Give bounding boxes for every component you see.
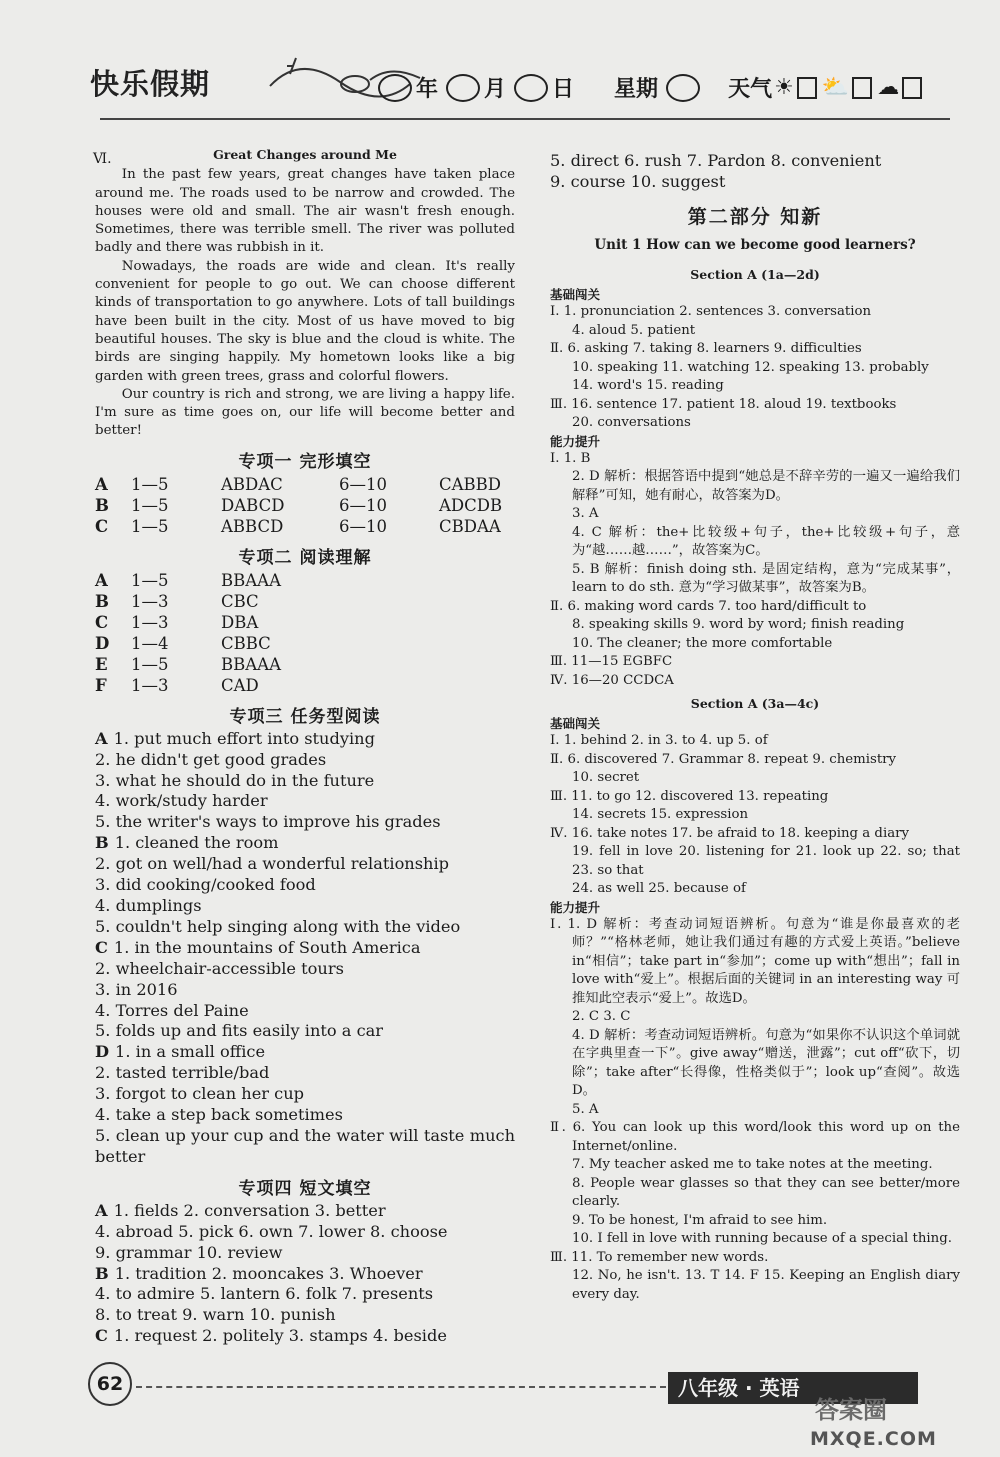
list-item: 3. did cooking/cooked food (95, 875, 316, 895)
list-item: C 1. request 2. politely 3. stamps 4. beside (95, 1326, 447, 1346)
list-item: D 1. in a small office (95, 1042, 266, 1062)
list-item: 4. C 解析：the+比较级+句子，the+比较级+句子，意为“越……越……”，故答案为C。 (572, 524, 960, 558)
weather-label: 天气 (728, 77, 773, 102)
list-item: 2. wheelchair-accessible tours (95, 958, 344, 978)
section-4-title: 专项四 短文填空 (238, 1178, 372, 1199)
footer-divider (136, 1386, 666, 1388)
list-item: Ⅲ. 11. To remember new words. (550, 1249, 769, 1265)
list-item: Ⅲ. 11—15 EGBFC (550, 654, 673, 669)
list-item: 9. To be honest, I'm afraid to see him. (572, 1212, 828, 1228)
list-item: 10. I fell in love with running because of a special thing. (572, 1231, 952, 1246)
table-row: C 1—3 DBA (95, 612, 259, 632)
basic-heading: 基础闯关 (550, 287, 601, 302)
list-item: 3. in 2016 (95, 979, 178, 999)
list-item: 3. A (572, 506, 599, 521)
list-item: Ⅰ. 1. B (550, 450, 591, 466)
year-circle[interactable] (378, 74, 412, 102)
list-item: 24. as well 25. because of (572, 881, 746, 896)
essay-paragraph-3: Our country is rich and strong, we are living a happy life. I'm sure as time goes on, our life will become better and better! (95, 386, 515, 439)
list-item: Ⅱ. 6. You can look up this word/look this word up on the Internet/online. (550, 1120, 960, 1154)
list-item: Ⅰ. 1. D 解析：考查动词短语辨析。句意为“谁是你最喜欢的老师？”“格林老师，她让我们通过有趣的方式爱上英语。”believe in“相信”；take part in“参加”；come up with“想出”；fall in love with“爱上”。根据后面的关键词 in an interesting way 可推知此空表示“爱上”。故选D。 (550, 916, 960, 1006)
list-item: 5. A (572, 1101, 599, 1117)
list-item: Ⅱ. 6. asking 7. taking 8. learners 9. difficulties (550, 341, 862, 356)
ability-heading: 能力提升 (550, 433, 601, 449)
grade-subject-label: 八年级 · 英语 (668, 1372, 918, 1404)
list-item: 10. secret (572, 770, 640, 785)
table-row: F 1—3 CAD (95, 675, 259, 695)
essay-paragraph-2: Nowadays, the roads are wide and clean. It's really convenient for people to go out. We can choose different kinds of transportation to go anywhere. Lots of tall buildings have been built in the city. Most of us have moved to big beautiful houses. The sky is blue and the cloud is white. The birds are singing happily. My hometown looks like a big garden with green trees, grass and colorful flowers. (95, 258, 515, 384)
essay-paragraph-1: In the past few years, great changes have taken place around me. The roads used to be narrow and crowded. The houses were old and small. The air wasn't fresh enough. Sometimes, there was terrible smell. The river was polluted badly and there was rubbish in it. (95, 167, 515, 256)
table-row: A 1—5 ABDAC 6—10 CABBD (95, 474, 502, 494)
sun-icon: ☀ (774, 75, 794, 100)
table-row: D 1—4 CBBC (95, 633, 271, 653)
list-item: 5. direct 6. rush 7. Pardon 8. convenient (550, 151, 882, 170)
list-item: 8. speaking skills 9. word by word; finish reading (572, 617, 905, 632)
section-a1-title: Section A (1a—2d) (690, 267, 820, 282)
list-item: 4. Torres del Paine (95, 1000, 249, 1020)
list-item: Ⅱ. 6. making word cards 7. too hard/difficult to (550, 598, 867, 614)
month-label: 月 (484, 77, 507, 102)
list-item: A 1. put much effort into studying (95, 728, 375, 748)
weather-box-rain[interactable] (902, 77, 922, 99)
unit-title: Unit 1 How can we become good learners? (594, 237, 916, 253)
table-row: A 1—5 BBAAA (95, 570, 281, 590)
list-item: 4. to admire 5. lantern 6. folk 7. presents (95, 1284, 434, 1304)
list-item: 2. D 解析：根据答语中提到“她总是不辞辛劳的一遍又一遍给我们解释”可知，她有耐心，故答案为D。 (572, 469, 960, 503)
list-item: 5. couldn't help singing along with the video (95, 916, 461, 936)
weather-box-cloud[interactable] (852, 77, 872, 99)
table-row: B 1—3 CBC (95, 591, 259, 611)
watermark-site: MXQE.COM (810, 1428, 937, 1450)
list-item: B 1. cleaned the room (95, 833, 279, 853)
list-item: 10. speaking 11. watching 12. speaking 13. probably (572, 359, 929, 375)
watermark-logo: 答案圈 (815, 1396, 887, 1424)
weekday-label: 星期 (614, 77, 659, 102)
list-item: 2. C 3. C (572, 1009, 631, 1024)
section-2-title: 专项二 阅读理解 (238, 547, 372, 568)
section-a2-title: Section A (3a—4c) (690, 696, 820, 711)
list-item: Ⅰ. 1. pronunciation 2. sentences 3. conversation (550, 304, 872, 319)
list-item: 5. the writer's ways to improve his grades (95, 812, 441, 832)
month-circle[interactable] (446, 74, 480, 102)
rain-icon: ☁ (877, 75, 900, 100)
list-item: 20. conversations (572, 415, 691, 430)
list-item: 2. got on well/had a wonderful relationship (95, 854, 450, 874)
essay-title: Great Changes around Me (213, 147, 397, 162)
part-title: 第二部分 知新 (687, 206, 823, 228)
list-item: B 1. tradition 2. mooncakes 3. Whoever (95, 1263, 423, 1283)
list-item: 19. fell in love 20. listening for 21. look up 22. so; that 23. so that (572, 844, 960, 878)
day-label: 日 (552, 77, 575, 102)
list-item: 9. grammar 10. review (95, 1242, 283, 1262)
year-label: 年 (416, 77, 439, 102)
table-row: B 1—5 DABCD 6—10 ADCDB (95, 495, 503, 515)
list-item: Ⅰ. 1. behind 2. in 3. to 4. up 5. of (550, 733, 768, 748)
list-item: 14. word's 15. reading (572, 378, 724, 393)
list-item: 4. abroad 5. pick 6. own 7. lower 8. choose (95, 1221, 448, 1241)
list-item: 4. aloud 5. patient (572, 322, 696, 338)
list-item: 10. The cleaner; the more comfortable (572, 635, 833, 651)
header-divider (100, 118, 950, 120)
left-column (95, 146, 515, 1347)
weekday-circle[interactable] (666, 74, 700, 102)
list-item: 7. My teacher asked me to take notes at the meeting. (572, 1157, 933, 1172)
list-item: 9. course 10. suggest (550, 172, 726, 191)
table-row: C 1—5 ABBCD 6—10 CBDAA (95, 516, 501, 536)
list-item: Ⅲ. 11. to go 12. discovered 13. repeating (550, 788, 829, 804)
right-column (550, 150, 960, 1304)
day-circle[interactable] (514, 74, 548, 102)
list-item: 2. tasted terrible/bad (95, 1063, 270, 1083)
cloud-sun-icon: ⛅ (821, 75, 850, 100)
section-4-list (95, 1201, 515, 1347)
list-item: Ⅳ. 16. take notes 17. be afraid to 18. keeping a diary (550, 825, 909, 841)
list-item: Ⅱ. 6. discovered 7. Grammar 8. repeat 9. chemistry (550, 751, 897, 767)
section-3-list (95, 729, 515, 1168)
list-item: 14. secrets 15. expression (572, 807, 749, 822)
list-item: 4. take a step back sometimes (95, 1105, 343, 1125)
section-3-title: 专项三 任务型阅读 (229, 706, 381, 727)
section-1-title: 专项一 完形填空 (238, 451, 372, 472)
essay-block (95, 146, 515, 441)
list-item: Ⅳ. 16—20 CCDCA (550, 672, 674, 688)
logo-title: 快乐假期 (90, 67, 211, 101)
weather-box-sun[interactable] (797, 77, 817, 99)
ability-heading: 能力提升 (550, 899, 601, 915)
list-item: 5. B 解析：finish doing sth. 是固定结构，意为“完成某事”，learn to do sth. 意为“学习做某事”，故答案为B。 (572, 561, 960, 595)
list-item: Ⅲ. 16. sentence 17. patient 18. aloud 19. textbooks (550, 396, 897, 412)
list-item: 2. he didn't get good grades (95, 749, 327, 769)
table-row: E 1—5 BBAAA (95, 654, 281, 674)
list-item: 5. clean up your cup and the water will taste much better (95, 1125, 515, 1166)
list-item: C 1. in the mountains of South America (95, 937, 421, 957)
list-item: 4. D 解析：考查动词短语辨析。句意为“如果你不认识这个单词就在字典里查一下”。give away“赠送，泄露”；cut off“砍下，切除”；take after“长得像，性格类似于”；look up“查阅”。故选D。 (572, 1027, 960, 1098)
list-item: 5. folds up and fits easily into a car (95, 1021, 384, 1041)
list-item: 8. People wear glasses so that they can see better/more clearly. (572, 1175, 960, 1209)
essay-label: Ⅵ. (93, 151, 112, 167)
list-item: A 1. fields 2. conversation 3. better (95, 1200, 386, 1220)
page-header (90, 62, 950, 112)
list-item: 3. what he should do in the future (95, 770, 375, 790)
section-1-rows (95, 474, 515, 537)
section-2-rows (95, 570, 515, 696)
date-weather-row (370, 72, 925, 103)
basic-heading: 基础闯关 (550, 716, 601, 731)
list-item: 4. dumplings (95, 896, 202, 915)
list-item: 3. forgot to clean her cup (95, 1084, 305, 1104)
list-item: 12. No, he isn't. 13. T 14. F 15. Keeping an English diary every day. (572, 1268, 960, 1302)
list-item: 4. work/study harder (95, 791, 268, 811)
page-number: 62 (88, 1362, 132, 1406)
list-item: 8. to treat 9. warn 10. punish (95, 1305, 336, 1325)
